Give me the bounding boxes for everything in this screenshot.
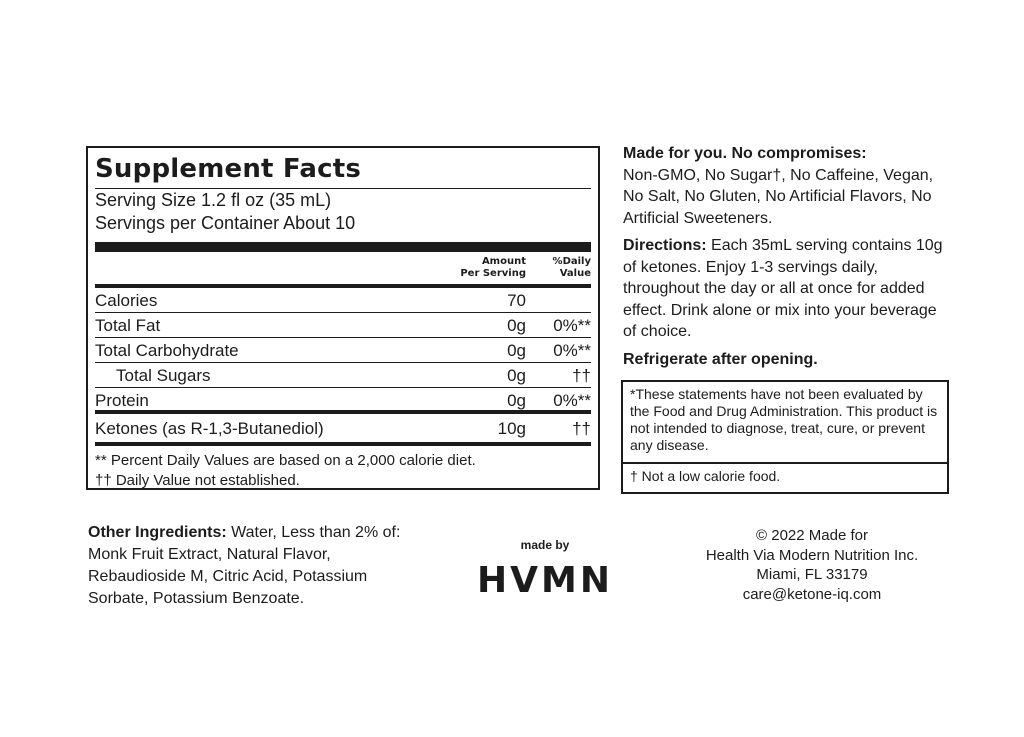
row-dv: †† (572, 366, 591, 385)
row-amount: 0g (507, 366, 526, 385)
directions-block (623, 235, 953, 343)
refrigerate-note: Refrigerate after opening. (623, 350, 818, 368)
amount-header (436, 256, 526, 280)
row-label: Protein (95, 391, 149, 410)
row-label: Total Sugars (116, 366, 211, 385)
directions-text: Each 35mL serving contains 10g of ketones. Enjoy 1-3 servings daily, throughout the day or all at once for added effect. Drink alone or mix into your beverage of choice. (623, 237, 943, 340)
dv-header-line2: Value (559, 268, 591, 279)
company-name: Health Via Modern Nutrition Inc. (705, 546, 919, 564)
footnote-daily-values: ** Percent Daily Values are based on a 2,000 calorie diet. (95, 452, 476, 469)
row-label: Calories (95, 291, 158, 310)
supplement-facts-panel (86, 146, 600, 490)
row-label: Total Fat (95, 316, 161, 335)
fda-disclaimer: *These statements have not been evaluated by the Food and Drug Administration. This product is not intended to diagnose, treat, cure, or prevent any disease. (623, 382, 947, 464)
contact-email: care@ketone-iq.com (742, 585, 882, 603)
ingredients-text: Water, Less than 2% of: Monk Fruit Extract, Natural Flavor, Rebaudioside M, Citric Acid, Potassium Sorbate, Potassium Benzoate. (88, 524, 401, 607)
row-amount: 0g (507, 391, 526, 410)
row-amount: 70 (507, 291, 526, 310)
table-row-protein (95, 388, 591, 414)
table-row-total-sugars (95, 363, 591, 388)
row-label: Ketones (as R-1,3-Butanediol) (95, 419, 324, 438)
amount-header-line2: Per Serving (460, 268, 526, 279)
ingredients-heading: Other Ingredients: (88, 524, 227, 541)
hvmn-logo: HVMN (477, 560, 613, 601)
row-amount: 0g (507, 341, 526, 360)
row-amount: 10g (497, 419, 526, 438)
table-row-total-carbohydrate (95, 338, 591, 363)
facts-footnotes (95, 451, 591, 491)
row-dv: †† (572, 419, 591, 438)
daily-value-header (531, 256, 591, 280)
row-amount: 0g (507, 316, 526, 335)
facts-title: Supplement Facts (95, 154, 362, 184)
table-row-total-fat (95, 313, 591, 338)
servings-per-container: Servings per Container About 10 (95, 213, 356, 233)
product-info (623, 143, 953, 376)
directions-heading: Directions: (623, 237, 707, 254)
row-dv: 0%** (553, 341, 591, 360)
column-headers (95, 252, 591, 284)
promise-heading: Made for you. No compromises: (623, 145, 867, 162)
table-row-calories (95, 288, 591, 313)
company-address: Miami, FL 33179 (756, 566, 868, 583)
copyright-line: © 2022 Made for (756, 527, 868, 544)
fda-disclaimer-box (621, 380, 949, 494)
refrigerate-block (623, 349, 953, 371)
footnote-not-established: †† Daily Value not established. (95, 472, 300, 489)
made-by-label: made by (520, 538, 570, 552)
table-row-ketones (95, 414, 591, 446)
made-by-block (455, 537, 635, 601)
row-dv: 0%** (553, 316, 591, 335)
row-dv: 0%** (553, 391, 591, 410)
amount-header-line1: Amount (481, 256, 526, 267)
serving-size: Serving Size 1.2 fl oz (35 mL) (95, 190, 332, 210)
row-label: Total Carbohydrate (95, 341, 239, 360)
dv-header-line1: %Daily (552, 256, 591, 267)
promise-block (623, 143, 953, 229)
low-calorie-note: † Not a low calorie food. (630, 468, 781, 484)
copyright-block (672, 526, 952, 604)
other-ingredients (88, 522, 418, 610)
promise-text: Non-GMO, No Sugar†, No Caffeine, Vegan, No Salt, No Gluten, No Artificial Flavors, No Artificial Sweeteners. (623, 166, 934, 227)
thick-divider (95, 242, 591, 252)
